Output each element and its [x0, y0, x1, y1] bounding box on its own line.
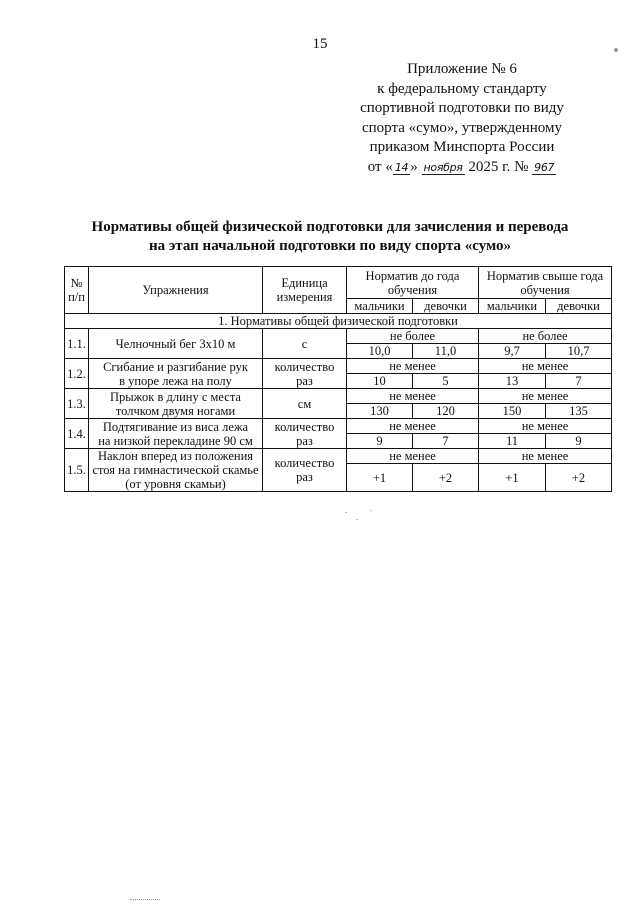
qualifier-before: не менее: [347, 449, 479, 464]
value-cell: 7: [413, 434, 479, 449]
annex-line-3: спортивной подготовки по виду: [360, 100, 564, 116]
header-norm-after: Норматив свыше года обучения: [479, 267, 612, 299]
exercise-line: стоя на гимнастической скамье: [92, 463, 259, 477]
value-cell: 9: [546, 434, 612, 449]
header-girls: девочки: [546, 299, 612, 314]
title-line-1: Нормативы общей физической подготовки для зачисления и перевода: [91, 219, 569, 235]
value-cell: 5: [413, 374, 479, 389]
value-cell: 10,0: [347, 344, 413, 359]
document-title: [60, 218, 600, 256]
value-cell: 10: [347, 374, 413, 389]
annex-line-2: к федеральному стандарту: [377, 80, 547, 97]
header-girls: девочки: [413, 299, 479, 314]
header-exercises: Упражнения: [89, 267, 263, 314]
exercise-name: Челночный бег 3х10 м: [89, 329, 263, 359]
value-cell: +2: [546, 464, 612, 492]
qualifier-after: не менее: [479, 389, 612, 404]
scan-speck: [356, 519, 358, 520]
order-date-line: [342, 158, 582, 178]
header-boys: мальчики: [479, 299, 546, 314]
value-cell: 9,7: [479, 344, 546, 359]
exercise-line: Подтягивание из виса лежа: [102, 419, 249, 434]
qualifier-before: не более: [347, 329, 479, 344]
row-num: 1.2.: [65, 359, 89, 389]
unit-cell: количество раз: [263, 419, 347, 449]
order-number-handwritten: 967: [534, 160, 555, 174]
qualifier-before: не менее: [347, 389, 479, 404]
unit-cell: количество раз: [263, 449, 347, 492]
section-title: 1. Нормативы общей физической подготовки: [65, 314, 612, 329]
order-day-handwritten: 14: [394, 160, 409, 174]
scan-speck: [370, 510, 372, 511]
exercise-name: [89, 449, 263, 492]
page-number: 15: [312, 36, 328, 52]
value-cell: 130: [347, 404, 413, 419]
order-month-handwritten: ноября: [423, 160, 463, 174]
exercise-name: [89, 389, 263, 419]
value-cell: 9: [347, 434, 413, 449]
unit-cell: см: [263, 389, 347, 419]
header-norm-before: Норматив до года обучения: [347, 267, 479, 299]
value-cell: 10,7: [546, 344, 612, 359]
annex-line-5: приказом Минспорта России: [369, 139, 555, 155]
unit-cell: количество раз: [263, 359, 347, 389]
header-num: № п/п: [65, 267, 89, 314]
qualifier-before: не менее: [347, 419, 479, 434]
date-mid: »: [410, 158, 418, 175]
value-cell: 11,0: [413, 344, 479, 359]
exercise-line: Сгибание и разгибание рук: [103, 359, 248, 374]
header-unit: Единица измерения: [263, 267, 347, 314]
value-cell: 135: [546, 404, 612, 419]
unit-cell: с: [263, 329, 347, 359]
exercise-line: (от уровня скамьи): [125, 477, 226, 491]
value-cell: 150: [479, 404, 546, 419]
row-num: 1.4.: [65, 419, 89, 449]
exercise-line: Прыжок в длину с места: [110, 389, 241, 404]
header-boys: мальчики: [347, 299, 413, 314]
title-line-2: на этап начальной подготовки по виду спорта «сумо»: [148, 238, 512, 254]
exercise-line: Наклон вперед из положения: [97, 449, 254, 463]
exercise-line: в упоре лежа на полу: [119, 373, 232, 388]
scan-speck: [345, 512, 347, 513]
value-cell: 13: [479, 374, 546, 389]
qualifier-after: не более: [479, 329, 612, 344]
date-prefix: от «: [367, 158, 393, 175]
qualifier-after: не менее: [479, 449, 612, 464]
value-cell: 11: [479, 434, 546, 449]
norms-table: [64, 266, 612, 492]
qualifier-after: не менее: [479, 419, 612, 434]
exercise-line: толчком двумя ногами: [115, 403, 236, 418]
qualifier-after: не менее: [479, 359, 612, 374]
row-num: 1.1.: [65, 329, 89, 359]
exercise-name: [89, 419, 263, 449]
order-year-text: 2025 г. №: [468, 158, 529, 175]
annex-line-4: спорта «сумо», утвержденному: [361, 119, 562, 136]
footer-mark: [130, 899, 160, 900]
row-num: 1.3.: [65, 389, 89, 419]
value-cell: +1: [347, 464, 413, 492]
value-cell: +2: [413, 464, 479, 492]
annex-block: [342, 60, 582, 177]
annex-line-1: Приложение № 6: [407, 61, 517, 77]
value-cell: +1: [479, 464, 546, 492]
row-num: 1.5.: [65, 449, 89, 492]
value-cell: 120: [413, 404, 479, 419]
exercise-line: на низкой перекладине 90 см: [98, 433, 253, 448]
value-cell: 7: [546, 374, 612, 389]
qualifier-before: не менее: [347, 359, 479, 374]
margin-dot: [614, 48, 618, 52]
exercise-name: [89, 359, 263, 389]
